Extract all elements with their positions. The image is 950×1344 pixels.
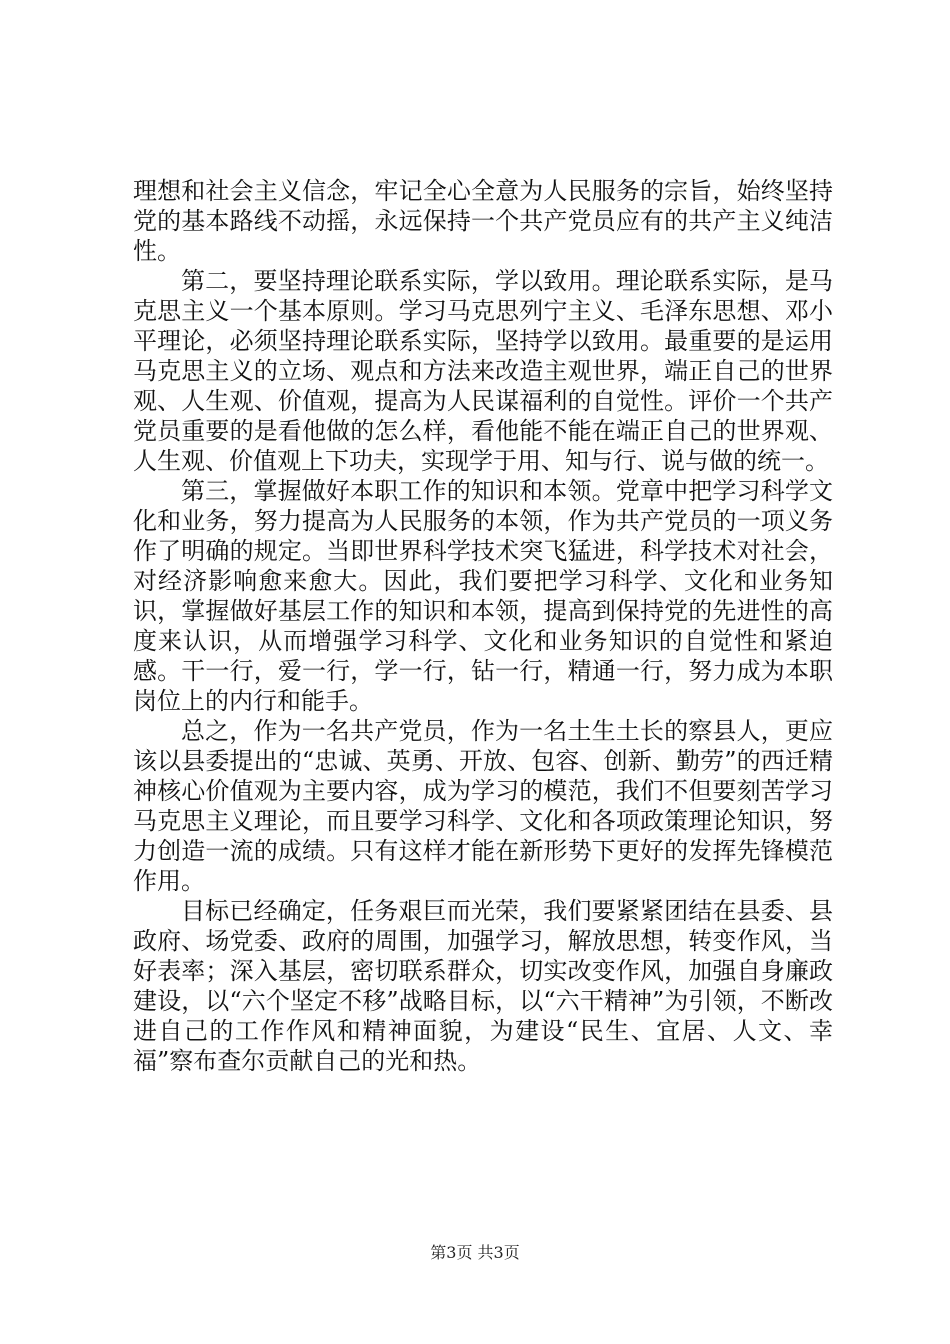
paragraph-3: 第三，掌握做好本职工作的知识和本领。党章中把学习科学文化和业务，努力提高为人民服务的本领，作为共产党员的一项义务作了明确的规定。当即世界科学技术突飞猛进，科学技术对社会，对经济影响愈来愈大。因此，我们要把学习科学、文化和业务知识，掌握做好基层工作的知识和本领，提高到保持党的先进性的高度来认识，从而增强学习科学、文化和业务知识的自觉性和紧迫感。干一行，爱一行，学一行，钻一行，精通一行，努力成为本职岗位上的内行和能手。 [133,477,833,715]
paragraph-1: 理想和社会主义信念，牢记全心全意为人民服务的宗旨，始终坚持党的基本路线不动摇，永远保持一个共产党员应有的共产主义纯洁性。 [133,177,833,265]
paragraph-5: 目标已经确定，任务艰巨而光荣，我们要紧紧团结在县委、县政府、场党委、政府的周围，加强学习，解放思想，转变作风，当好表率；深入基层，密切联系群众，切实改变作风，加强自身廉政建设，以“六个坚定不移”战略目标，以“六干精神”为引领，不断改进自己的工作作风和精神面貌，为建设“民生、宜居、人文、幸福”察布查尔贡献自己的光和热。 [133,897,833,1075]
paragraph-2: 第二，要坚持理论联系实际，学以致用。理论联系实际，是马克思主义一个基本原则。学习马克思列宁主义、毛泽东思想、邓小平理论，必须坚持理论联系实际，坚持学以致用。最重要的是运用马克思主义的立场、观点和方法来改造主观世界，端正自己的世界观、人生观、价值观，提高为人民谋福利的自觉性。评价一个共产党员重要的是看他做的怎么样，看他能不能在端正自己的世界观、人生观、价值观上下功夫，实现学于用、知与行、说与做的统一。 [133,267,833,475]
body-text [133,176,833,1076]
paragraph-4: 总之，作为一名共产党员，作为一名土生土长的察县人，更应该以县委提出的“忠诚、英勇、开放、包容、创新、勤劳”的西迁精神核心价值观为主要内容，成为学习的模范，我们不但要刻苦学习马克思主义理论，而且要学习科学、文化和各项政策理论知识，努力创造一流的成绩。只有这样才能在新形势下更好的发挥先锋模范作用。 [133,717,833,895]
page-number-footer: 第3页 共3页 [430,1243,520,1262]
